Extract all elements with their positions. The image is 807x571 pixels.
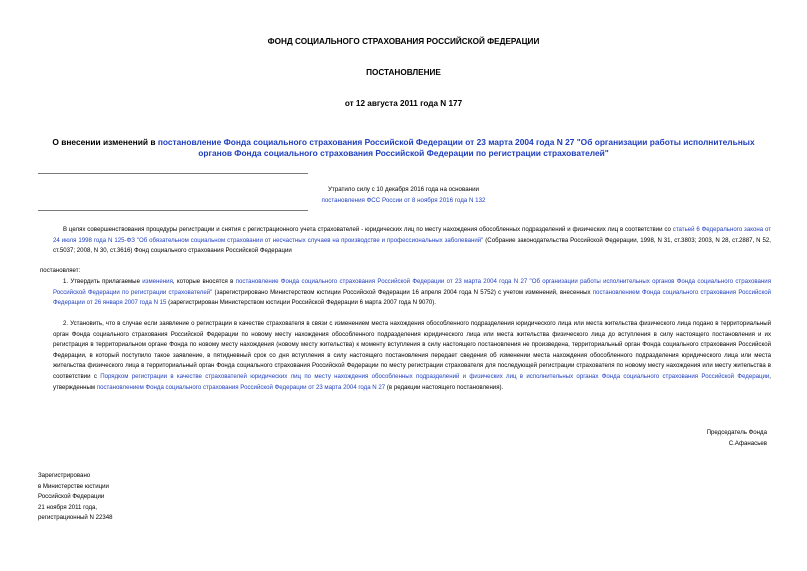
preamble-paragraph — [53, 225, 771, 257]
resolution-15-link[interactable]: постановлением Фонда социального страхования Российской Федерации от 26 января 2007 года N 15 — [53, 288, 771, 307]
signature-block — [707, 428, 767, 449]
lost-force-link-line — [0, 195, 807, 206]
item1-text-2: , которые вносятся в — [172, 278, 236, 285]
lost-force-link[interactable]: постановления ФСС России от 8 ноября 2016 года N 132 — [321, 197, 486, 204]
item1-text-1: 1. Утвердить прилагаемые — [63, 278, 143, 285]
signer-role: Председатель Фонда — [706, 429, 767, 436]
registration-line-5: регистрационный N 22348 — [38, 514, 113, 521]
item1-text-3: (зарегистрировано Министерством юстиции Российской Федерации 16 апреля 2004 года N 5752) с учетом изменений, внесенных — [212, 288, 593, 296]
item-1-paragraph — [53, 277, 771, 309]
registration-procedure-link[interactable]: Порядком регистрации в качестве страхователей юридических лиц по месту нахождения обособленных подразделений и физических лиц в исполнительных органах Фонда социального страхования Российской Федерации — [100, 372, 770, 380]
registration-line-1: Зарегистрировано — [38, 472, 91, 479]
title-link[interactable]: постановление Фонда социального страхования Российской Федерации от 23 марта 2004 года N 27 "Об организации работы исполнительных органов Фонда социального страхования Российской Федерации по регистрации страхователей" — [157, 137, 755, 158]
changes-link[interactable]: изменения — [142, 278, 173, 285]
lost-force-note: Утратило силу с 10 декабря 2016 года на основании — [328, 186, 479, 193]
item2-text-1: 2. Установить, что в случае если заявление о регистрации в качестве страхователя в связи с изменением места нахождения обособленного подразделения юридического лица или места жительства физического лица подано в территориальный орган Фонда социального страхования Российской Федерации по новому месту нахождения обособленного подразделения юридического лица или места жительства физического лица до вступления в силу настоящего постановления и их регистрация в территориальном органе Фонда по новому месту нахождения (новому месту жительства) к моменту вступления в силу настоящего постановления не произведена, территориальный орган Фонда социального страхования Российской Федерации, в который поступило такое заявление, в пятидневный срок со дня вступления в силу настоящего постановления передает сведения об изменении места нахождения обособленного подразделения юридического лица или места жительства физического лица в территориальный орган Фонда социального страхования Российской Федерации по месту регистрации страхователя для последующей регистрации страхователя по новому месту нахождения или месту жительства в соответствии с — [53, 320, 771, 380]
item2-text-2: , утвержденным — [53, 372, 771, 391]
item-2-paragraph — [53, 319, 771, 393]
item2-text-3: (в редакции настоящего постановления). — [385, 383, 504, 391]
resolution-27-link[interactable]: постановление Фонда социального страхования Российской Федерации от 23 марта 2004 года N 27 "Об организации работы исполнительных органов Фонда социального страхования Российской Федерации по регистрации страхователей" — [53, 278, 771, 296]
item1-text-4: (зарегистрирован Министерством юстиции Российской Федерации 6 марта 2007 года N 9070). — [166, 299, 436, 307]
doc-type-heading: ПОСТАНОВЛЕНИЕ — [366, 68, 441, 77]
bottom-divider — [38, 210, 308, 211]
registration-line-4: 21 ноября 2011 года, — [38, 503, 98, 511]
preamble-text-2: (Собрание законодательства Российской Федерации, 1998, N 31, ст.3803; 2003, N 28, ст.2887, N 52, ст.5037; 2008, N 30, ст.3616) Фонд социального страхования Российской Федерации — [53, 236, 771, 255]
document-title — [40, 137, 767, 159]
org-heading: ФОНД СОЦИАЛЬНОГО СТРАХОВАНИЯ РОССИЙСКОЙ ФЕДЕРАЦИИ — [267, 37, 540, 46]
title-prefix: О внесении изменений в — [52, 137, 158, 147]
date-heading: от 12 августа 2011 года N 177 — [344, 99, 463, 108]
resolves-text: постановляет: — [40, 267, 81, 274]
top-divider — [38, 173, 308, 174]
registration-line-2: в Министерстве юстиции — [38, 482, 109, 490]
registration-block — [38, 471, 113, 524]
approving-resolution-link[interactable]: постановлением Фонда социального страхования Российской Федерации от 23 марта 2004 года N 27 — [96, 383, 386, 391]
signer-name: С.Афанасьев — [728, 439, 767, 447]
law-article-link[interactable]: статьей 6 Федерального закона от 24 июля 1998 года N 125-ФЗ "Об обязательном социальном страховании от несчастных случаев на производстве и профессиональных заболеваний" — [53, 226, 772, 244]
registration-line-3: Российской Федерации — [38, 493, 105, 500]
preamble-text-1: В целях совершенствования процедуры регистрации и снятия с регистрационного учета страхователей - юридических лиц по месту нахождения обособленных подразделений и физических лиц в соответствии со — [63, 226, 673, 233]
